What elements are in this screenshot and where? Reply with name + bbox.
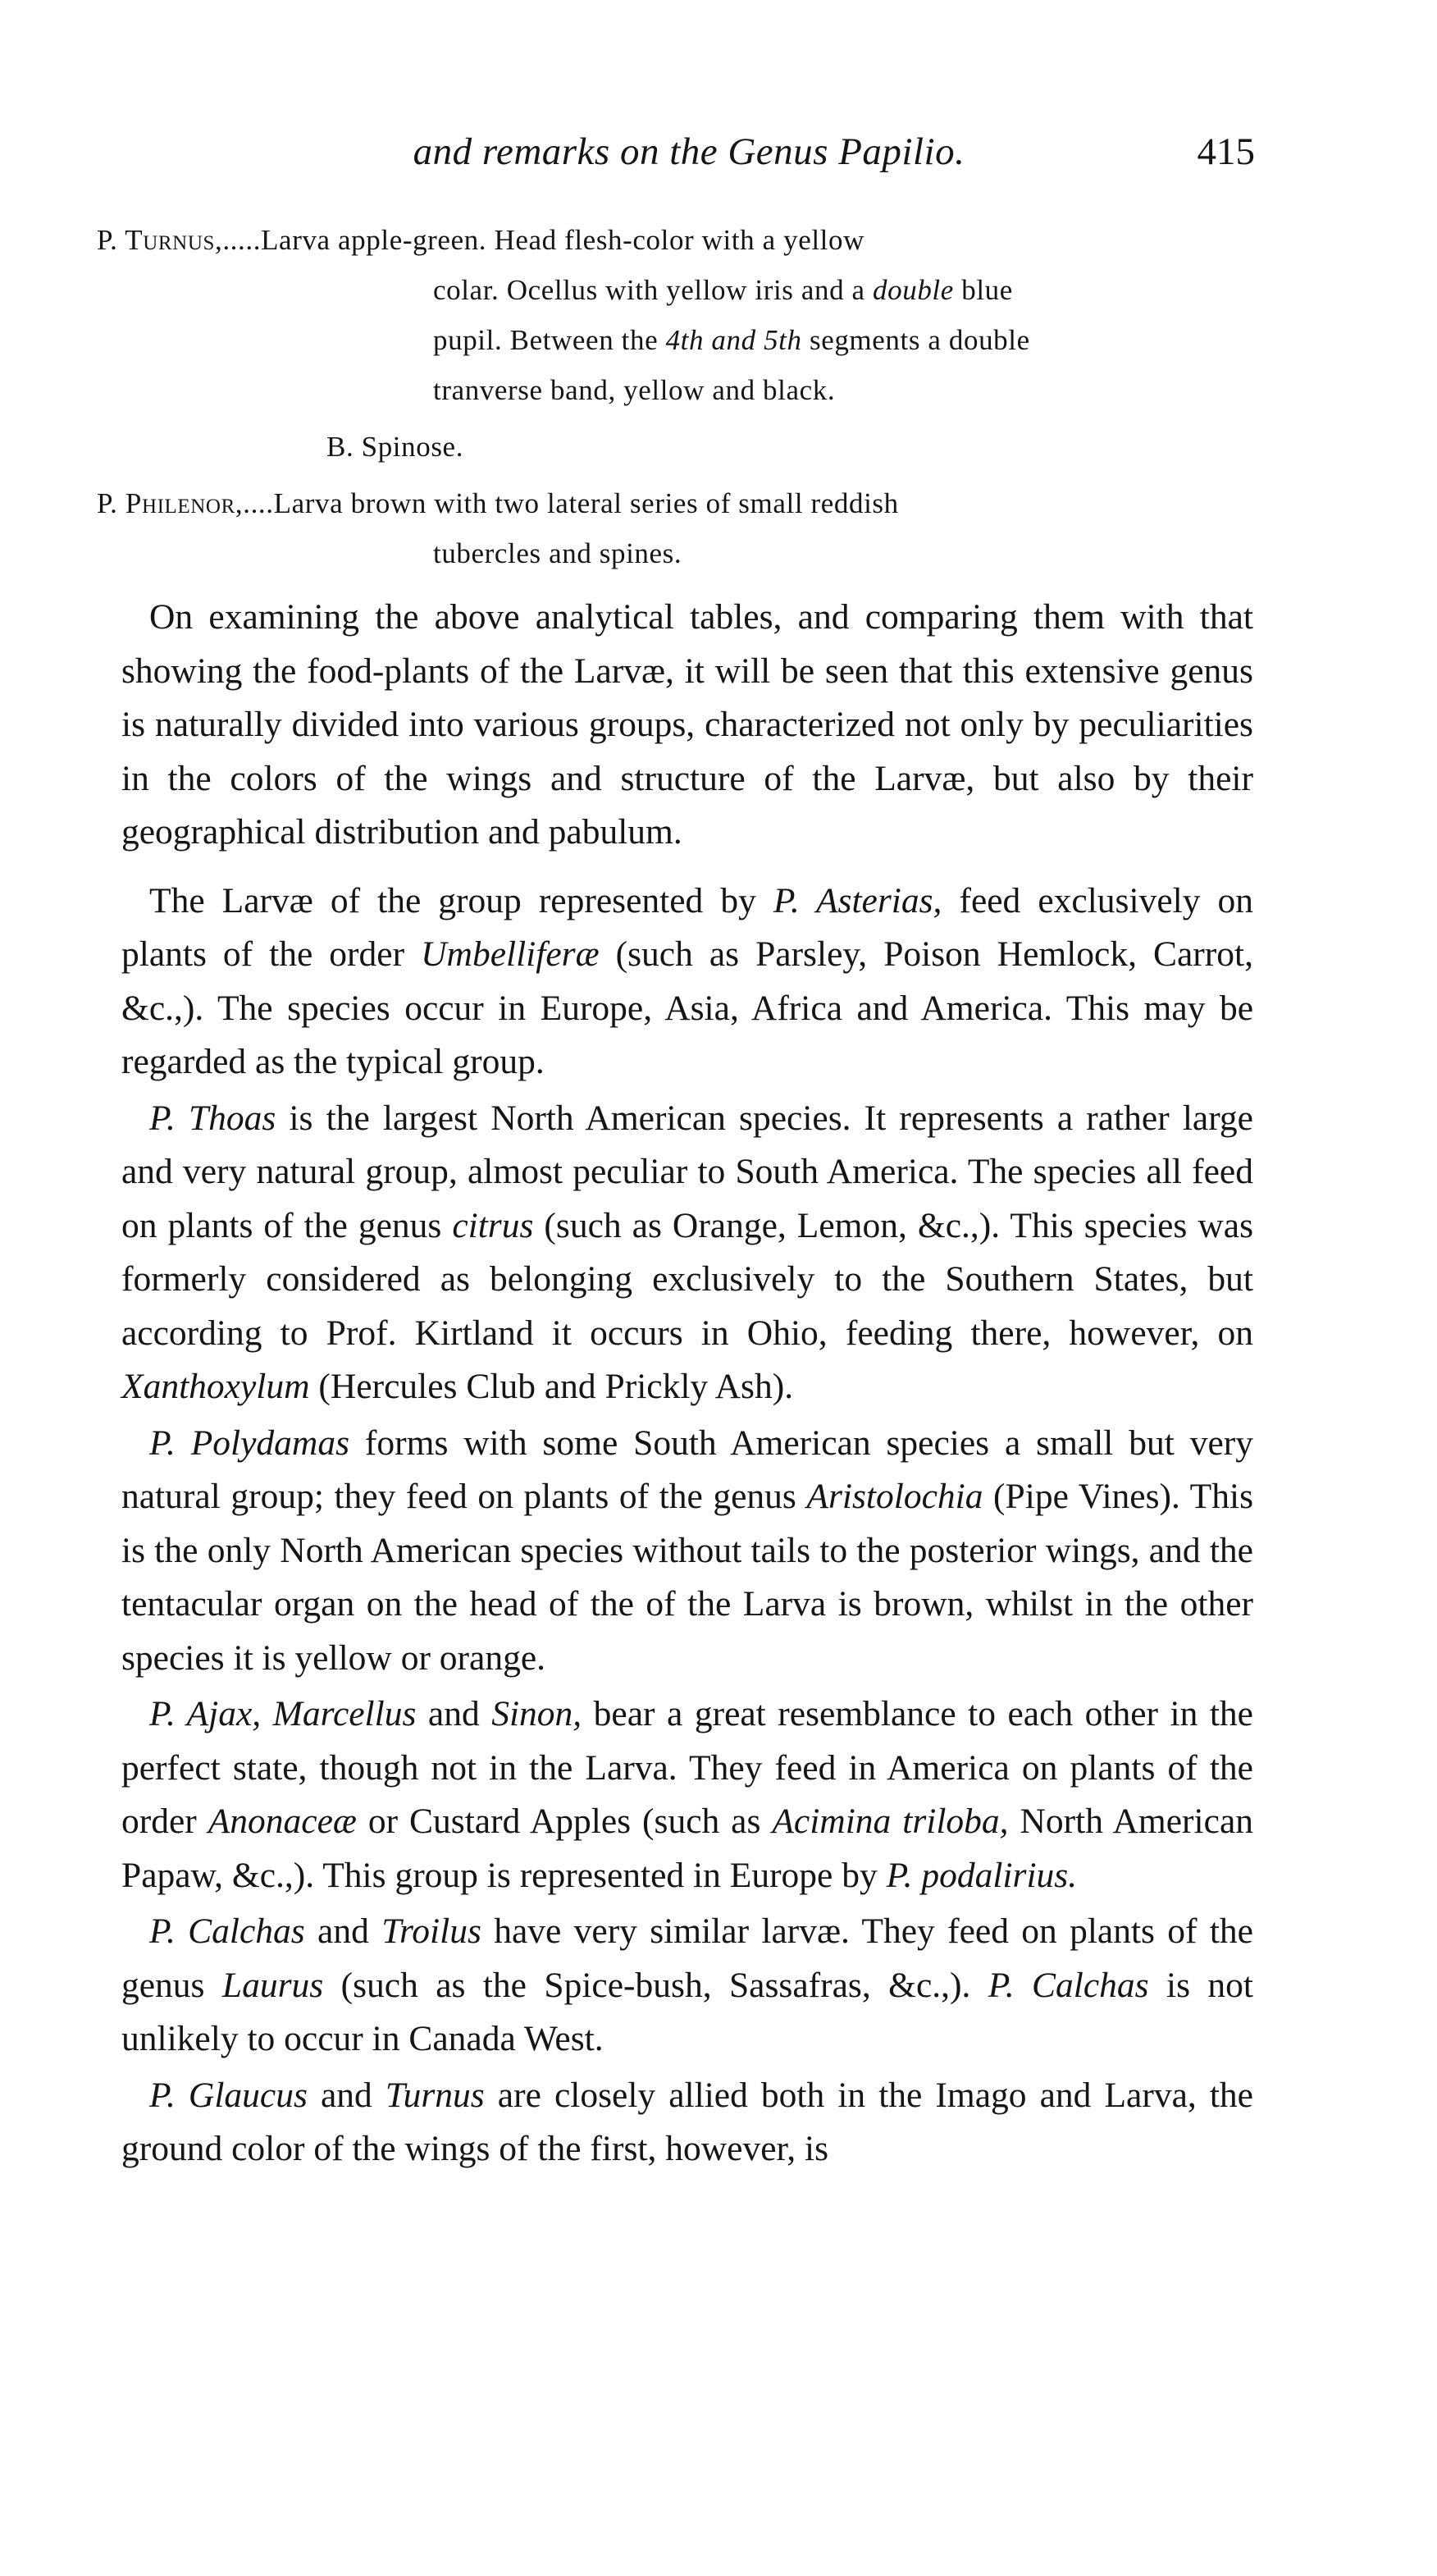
- paragraph-5: P. Ajax, Marcellus and Sinon, bear a great resemblance to each other in the perfect state, though not in the Larva. They feed in America on plants of the order Anonaceæ or Custard Apples (such as Acimina triloba, North American Papaw, &c.,). This group is represented in Europe by P. podalirius.: [121, 1694, 1253, 1895]
- key-entry-turnus: [97, 215, 1270, 415]
- running-title: and remarks on the Genus Papilio.: [413, 130, 965, 173]
- running-header: [123, 130, 1255, 179]
- paragraph-3: P. Thoas is the largest North American species. It represents a rather large and very natural group, almost peculiar to South America. The species all feed on plants of the genus citrus (such as Orange, Lemon, &c.,). This species was formerly considered as belonging exclusively to the Southern States, but according to Prof. Kirtland it occurs in Ohio, feeding there, however, on Xanthoxylum (Hercules Club and Prickly Ash).: [121, 1098, 1253, 1406]
- entry-text: Larva apple-green. Head flesh-color with a yellow: [261, 224, 864, 256]
- paragraph-6: P. Calchas and Troilus have very similar larvæ. They feed on plants of the genus Laurus (such as the Spice-bush, Sassafras, &c.,). P. Calchas is not unlikely to occur in Canada West.: [121, 1911, 1253, 2058]
- entry-text: Larva brown with two lateral series of small reddish: [273, 487, 899, 519]
- entry-text-italic: double: [873, 274, 954, 306]
- entry-text-italic: 4th and 5th: [665, 324, 802, 356]
- paragraph-7: P. Glaucus and Turnus are closely allied both in the Imago and Larva, the ground color of the wings of the first, however, is: [121, 2075, 1253, 2168]
- leader-dots: ....: [243, 487, 274, 519]
- entry-text: tubercles and spines.: [433, 537, 682, 569]
- paragraph-2: The Larvæ of the group represented by P. Asterias, feed exclusively on plants of the order Umbelliferæ (such as Parsley, Poison Hemlock, Carrot, &c.,). The species occur in Europe, Asia, Africa and America. This may be regarded as the typical group.: [121, 880, 1253, 1081]
- paragraph-1: On examining the above analytical tables, and comparing them with that showing the food-plants of the Larvæ, it will be seen that this extensive genus is naturally divided into various groups, characterized not only by peculiarities in the colors of the wings and structure of the Larvæ, but also by their geographical distribution and pabulum.: [121, 597, 1253, 852]
- key-entry-philenor: [97, 478, 1270, 578]
- leader-dots: .....: [222, 224, 262, 256]
- subsection-label: B. Spinose.: [326, 431, 464, 463]
- body-text: [121, 591, 1253, 2179]
- paragraph-4: P. Polydamas forms with some South American species a small but very natural group; they feed on plants of the genus Aristolochia (Pipe Vines). This is the only North American species without tails to the posterior wings, and the tentacular organ on the head of the of the Larva is brown, whilst in the other species it is yellow or orange.: [121, 1423, 1253, 1678]
- entry-text: colar. Ocellus with yellow iris and a: [433, 274, 874, 306]
- entry-text: pupil. Between the: [433, 324, 666, 356]
- entry-text: blue: [953, 274, 1013, 306]
- species-name: P. Philenor,: [97, 487, 244, 519]
- species-name: P. Turnus,: [97, 224, 223, 256]
- page-number: 415: [1197, 130, 1255, 173]
- entry-text: segments a double: [801, 324, 1030, 356]
- entry-text: tranverse band, yellow and black.: [433, 374, 836, 406]
- larva-key-table: [97, 215, 1270, 585]
